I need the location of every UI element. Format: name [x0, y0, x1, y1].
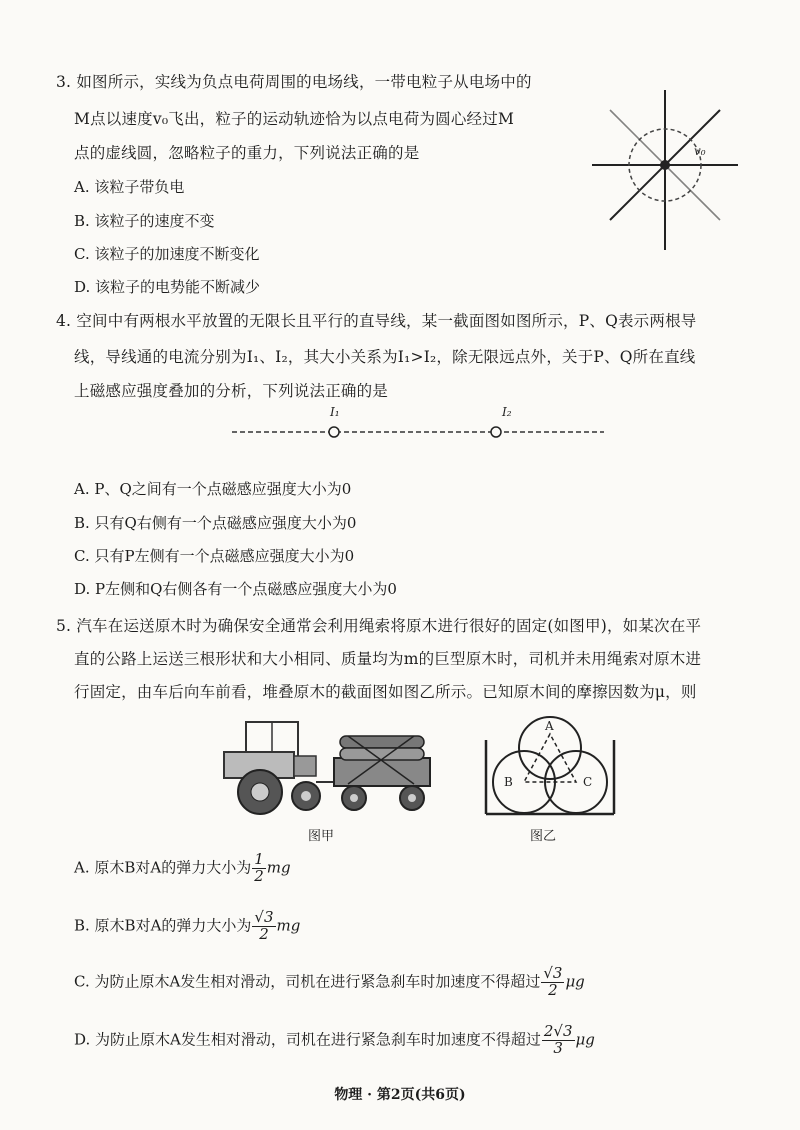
q5-option-c-numerator: √3 — [543, 964, 563, 982]
q5-option-b-numerator: √3 — [254, 908, 274, 926]
q3-number: 3. — [56, 73, 72, 91]
q5-option-a-text: A. 原木B对A的弹力大小为 — [74, 858, 252, 877]
q3-option-d[interactable]: D. 该粒子的电势能不断减少 — [74, 278, 261, 296]
q5-option-d-text: D. 为防止原木A发生相对滑动，司机在进行紧急刹车时加速度不得超过 — [74, 1030, 541, 1049]
q5-option-c-denominator: 2 — [548, 980, 558, 999]
q3-line1: 如图所示，实线为负点电荷周围的电场线，一带电粒子从电场中的 — [76, 73, 532, 91]
page-footer: 物理 · 第2页(共6页) — [334, 1087, 466, 1103]
q5-option-d-denominator: 3 — [553, 1038, 563, 1057]
q3-stem-line-3: 点的虚线圆，忽略粒子的重力，下列说法正确的是 — [74, 144, 420, 162]
q5-stem-line-2: 直的公路上运送三根形状和大小相同、质量均为m的巨型原木时，司机并未用绳索对原木进 — [74, 650, 702, 668]
q4-stem-line-3: 上磁感应强度叠加的分析，下列说法正确的是 — [74, 382, 389, 400]
q4-stem-line-2: 线，导线通的电流分别为I₁、I₂，其大小关系为I₁>I₂，除无限远点外，关于P、Q所在直线 — [74, 348, 696, 366]
q5-option-a-denominator: 2 — [254, 866, 264, 885]
q5-option-a-fraction — [252, 852, 266, 885]
q3-velocity-label: v₀ — [694, 144, 706, 158]
q5-log-label-b: B — [504, 775, 513, 789]
q5-caption-yi: 图乙 — [530, 829, 557, 844]
q5-option-a-tail: mg — [266, 858, 291, 877]
q4-wire-figure — [228, 402, 608, 447]
q5-option-c-tail: μg — [565, 972, 585, 991]
q3-option-a[interactable]: A. 该粒子带负电 — [74, 178, 185, 196]
q5-tractor-figure — [218, 712, 448, 822]
q5-option-b-tail: mg — [276, 916, 301, 935]
q5-stem-line-3: 行固定，由车后向车前看，堆叠原木的截面图如图乙所示。已知原木间的摩擦因数为μ，则 — [74, 683, 697, 701]
q5-option-c-fraction — [541, 966, 564, 999]
q3-stem-line-2: M点以速度v₀飞出，粒子的运动轨迹恰为以点电荷为圆心经过M — [74, 110, 515, 128]
q5-option-b-text: B. 原木B对A的弹力大小为 — [74, 916, 252, 935]
q3-stem-line-1 — [56, 70, 532, 92]
q5-option-c[interactable] — [74, 966, 585, 999]
q5-number: 5. — [56, 617, 72, 635]
q5-option-d-numerator: 2√3 — [543, 1022, 573, 1040]
q5-option-b-denominator: 2 — [259, 924, 269, 943]
q3-option-b[interactable]: B. 该粒子的速度不变 — [74, 212, 215, 230]
q4-number: 4. — [56, 312, 72, 330]
q5-logs-figure — [480, 712, 620, 820]
q3-field-figure — [590, 85, 740, 255]
q4-stem-line-1 — [56, 309, 696, 331]
q5-option-a[interactable] — [74, 852, 291, 885]
q4-line1: 空间中有两根水平放置的无限长且平行的直导线，某一截面图如图所示，P、Q表示两根导 — [76, 312, 697, 330]
q5-log-label-a: A — [545, 719, 554, 733]
q3-option-c[interactable]: C. 该粒子的加速度不断变化 — [74, 245, 260, 263]
q4-option-c[interactable]: C. 只有P左侧有一个点磁感应强度大小为0 — [74, 547, 355, 565]
q5-option-c-text: C. 为防止原木A发生相对滑动，司机在进行紧急刹车时加速度不得超过 — [74, 972, 541, 991]
q4-option-b[interactable]: B. 只有Q右侧有一个点磁感应强度大小为0 — [74, 514, 357, 532]
q5-option-a-numerator: 1 — [254, 850, 264, 868]
q5-option-d[interactable] — [74, 1024, 595, 1057]
q4-current-label-1: I₁ — [330, 405, 340, 419]
q5-option-d-fraction — [542, 1024, 575, 1057]
q5-option-d-tail: μg — [575, 1030, 595, 1049]
q5-line1: 汽车在运送原木时为确保安全通常会利用绳索将原木进行很好的固定(如图甲)，如某次在平 — [76, 617, 702, 635]
q4-option-d[interactable]: D. P左侧和Q右侧各有一个点磁感应强度大小为0 — [74, 580, 397, 598]
q4-current-label-2: I₂ — [502, 405, 512, 419]
q5-option-b[interactable] — [74, 910, 300, 943]
q4-option-a[interactable]: A. P、Q之间有一个点磁感应强度大小为0 — [74, 480, 352, 498]
q5-caption-jia: 图甲 — [308, 829, 335, 844]
q5-option-b-fraction — [252, 910, 275, 943]
q5-stem-line-1 — [56, 614, 701, 636]
q5-log-label-c: C — [583, 775, 593, 789]
